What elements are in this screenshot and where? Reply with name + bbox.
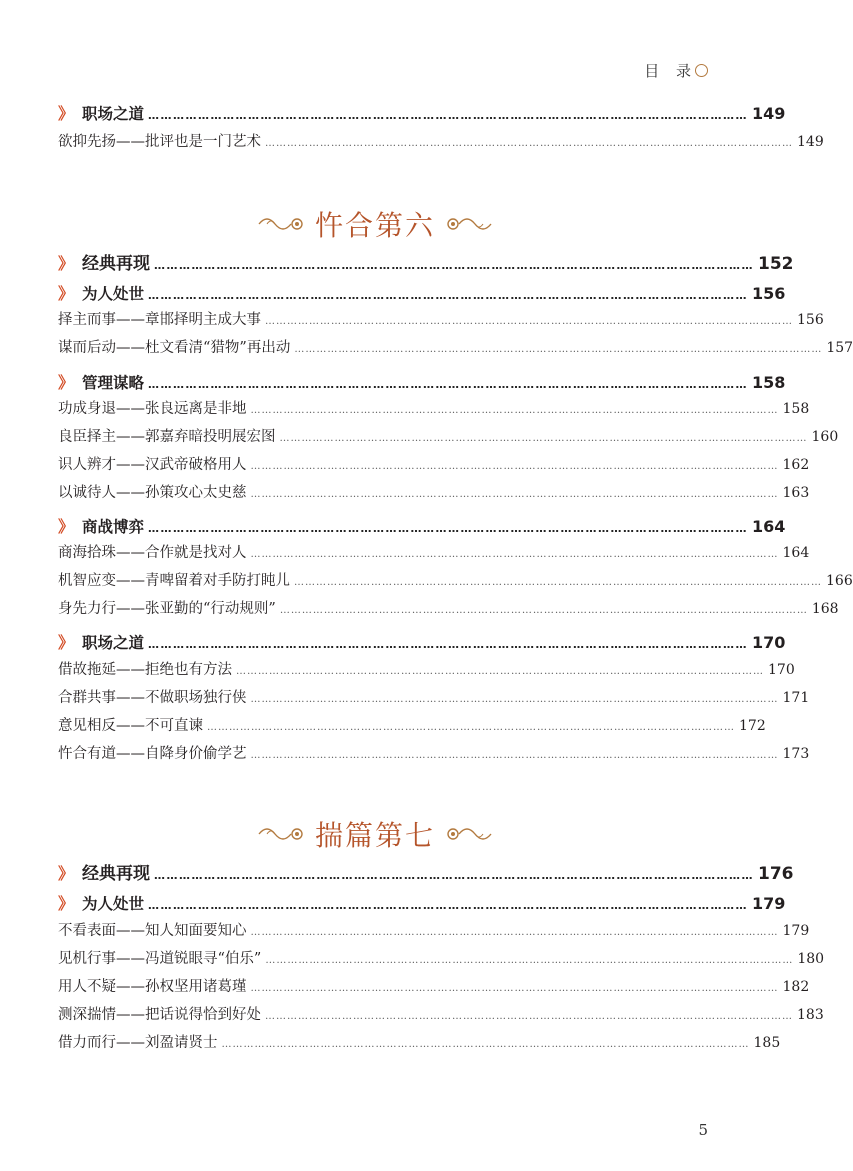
leader-dots: ……………………………………………………………………………………………………………………………… [250,983,779,994]
entry-label: 用人不疑——孙权坚用诸葛瑾 [58,979,247,995]
toc-category-row[interactable] [58,859,794,884]
page-number: 158 [782,401,810,417]
leader-dots: ……………………………………………………………………………………………………………………………… [250,489,779,500]
entry-label: 商海拾珠——合作就是找对人 [58,545,247,561]
leader-dots: ……………………………………………………………………………………………………………………………… [250,927,779,938]
page-number: 156 [752,284,786,303]
leader-dots: ……………………………………………………………………………………………………………………………… [148,522,749,535]
toc-category-row[interactable] [58,514,786,537]
page-number: 152 [758,254,794,274]
toc-category-row[interactable] [58,891,786,914]
entry-label: 借力而行——刘盈请贤士 [58,1035,218,1051]
running-header [644,60,708,81]
page-number: 166 [826,573,853,589]
toc-category-row[interactable] [58,101,786,124]
page-number: 158 [752,373,786,392]
toc-entry[interactable] [58,569,853,590]
leader-dots: ……………………………………………………………………………………………………………………………… [154,869,755,882]
arrow-icon: 》 [58,633,75,652]
entry-label: 机智应变——青啤留着对手防打盹儿 [58,573,290,589]
toc-entry[interactable] [58,308,824,329]
page-number: 170 [752,633,786,652]
toc-entry[interactable] [58,1031,781,1052]
entry-label: 谋而后动——杜文看清“猎物”再出动 [58,340,291,356]
toc-entry[interactable] [58,947,825,968]
toc-entry[interactable] [58,658,795,679]
scroll-ornament-icon [257,822,305,846]
entry-label: 意见相反——不可直谏 [58,718,203,734]
toc-entry[interactable] [58,1003,824,1024]
category-label: 经典再现 [82,864,151,884]
page-number: 170 [768,662,795,678]
page-number: 173 [782,746,810,762]
category-label: 商战博弈 [82,518,145,536]
toc-entry[interactable] [58,541,810,562]
chapter-heading [0,814,750,854]
toc-entry[interactable] [58,130,824,151]
leader-dots: ……………………………………………………………………………………………………………………………… [294,344,823,355]
category-label: 管理谋略 [82,374,145,392]
toc-category-row[interactable] [58,630,786,653]
page-number: 164 [782,545,810,561]
leader-dots: ……………………………………………………………………………………………………………………………… [279,605,808,616]
page-number: 163 [782,485,810,501]
chapter-heading [0,204,750,244]
toc-entry[interactable] [58,425,839,446]
page-number: 180 [797,951,825,967]
snail-ornament-icon [695,64,708,77]
leader-dots: ……………………………………………………………………………………………………………………………… [148,289,749,302]
page-number: 185 [753,1035,781,1051]
scroll-ornament-icon [445,212,493,236]
arrow-icon: 》 [58,254,75,273]
toc-entry[interactable] [58,714,766,735]
entry-label: 测深揣情——把话说得恰到好处 [58,1007,261,1023]
page-number: 176 [758,864,794,884]
entry-label: 择主而事——章邯择明主成大事 [58,312,261,328]
scroll-ornament-icon [257,212,305,236]
page-number: 179 [752,894,786,913]
chapter-title: 忤合第六 [314,209,435,242]
leader-dots: ……………………………………………………………………………………………………………………………… [148,109,749,122]
toc-entry[interactable] [58,481,810,502]
leader-dots: ……………………………………………………………………………………………………………………………… [148,378,749,391]
page-number: 164 [752,517,786,536]
toc-category-row[interactable] [58,281,786,304]
toc-entry[interactable] [58,453,810,474]
page-number: 156 [797,312,824,328]
entry-label: 合群共事——不做职场独行侠 [58,690,247,706]
arrow-icon: 》 [58,284,75,303]
leader-dots: ……………………………………………………………………………………………………………………………… [250,461,779,472]
arrow-icon: 》 [58,894,75,913]
leader-dots: ……………………………………………………………………………………………………………………………… [265,138,793,149]
entry-label: 见机行事——冯道锐眼寻“伯乐” [58,951,262,967]
category-label: 经典再现 [82,254,151,274]
page-number: 168 [811,601,839,617]
entry-label: 良臣择主——郭嘉弃暗投明展宏图 [58,429,276,445]
page-number: 149 [752,104,786,123]
leader-dots: ……………………………………………………………………………………………………………………………… [148,899,749,912]
page-number: 160 [811,429,839,445]
leader-dots: ……………………………………………………………………………………………………………………………… [294,577,822,588]
leader-dots: ……………………………………………………………………………………………………………………………… [148,638,749,651]
leader-dots: ……………………………………………………………………………………………………………………………… [154,259,755,272]
page-number: 179 [782,923,810,939]
entry-label: 识人辨才——汉武帝破格用人 [58,457,247,473]
toc-entry[interactable] [58,686,810,707]
arrow-icon: 》 [58,864,75,883]
page-footer-number: 5 [698,1121,708,1139]
page-number: 149 [797,134,824,150]
chapter-title: 揣篇第七 [314,819,435,852]
toc-entry[interactable] [58,397,810,418]
leader-dots: ……………………………………………………………………………………………………………………………… [265,955,794,966]
arrow-icon: 》 [58,104,75,123]
entry-label: 不看表面——知人知面要知心 [58,923,247,939]
category-label: 为人处世 [82,895,145,913]
page-number: 171 [782,690,810,706]
leader-dots: ……………………………………………………………………………………………………………………………… [265,1011,793,1022]
toc-category-row[interactable] [58,370,786,393]
toc-entry[interactable] [58,975,810,996]
entry-label: 忤合有道——自降身价偷学艺 [58,746,247,762]
page-number: 172 [739,718,766,734]
leader-dots: ……………………………………………………………………………………………………………………………… [279,433,808,444]
category-label: 职场之道 [82,105,145,123]
page-number: 182 [782,979,810,995]
toc-entry[interactable] [58,742,810,763]
leader-dots: ……………………………………………………………………………………………………………………………… [221,1039,750,1050]
toc-entry[interactable] [58,597,839,618]
entry-label: 以诚待人——孙策攻心太史慈 [58,485,247,501]
leader-dots: ……………………………………………………………………………………………………………………………… [250,694,779,705]
leader-dots: ……………………………………………………………………………………………………………………………… [207,722,735,733]
page-number: 157 [826,340,853,356]
category-label: 职场之道 [82,634,145,652]
leader-dots: ……………………………………………………………………………………………………………………………… [236,666,764,677]
page-number: 183 [797,1007,824,1023]
leader-dots: ……………………………………………………………………………………………………………………………… [250,549,779,560]
entry-label: 欲抑先扬——批评也是一门艺术 [58,134,261,150]
entry-label: 借故拖延——拒绝也有方法 [58,662,232,678]
leader-dots: ……………………………………………………………………………………………………………………………… [265,316,793,327]
toc-category-row[interactable] [58,249,794,274]
page-number: 162 [782,457,810,473]
scroll-ornament-icon [445,822,493,846]
arrow-icon: 》 [58,517,75,536]
leader-dots: ……………………………………………………………………………………………………………………………… [250,750,779,761]
header-title: 目 录 [644,62,697,80]
category-label: 为人处世 [82,285,145,303]
leader-dots: ……………………………………………………………………………………………………………………………… [250,405,779,416]
toc-entry[interactable] [58,336,853,357]
entry-label: 功成身退——张良远离是非地 [58,401,247,417]
entry-label: 身先力行——张亚勤的“行动规则” [58,601,276,617]
arrow-icon: 》 [58,373,75,392]
toc-entry[interactable] [58,919,810,940]
